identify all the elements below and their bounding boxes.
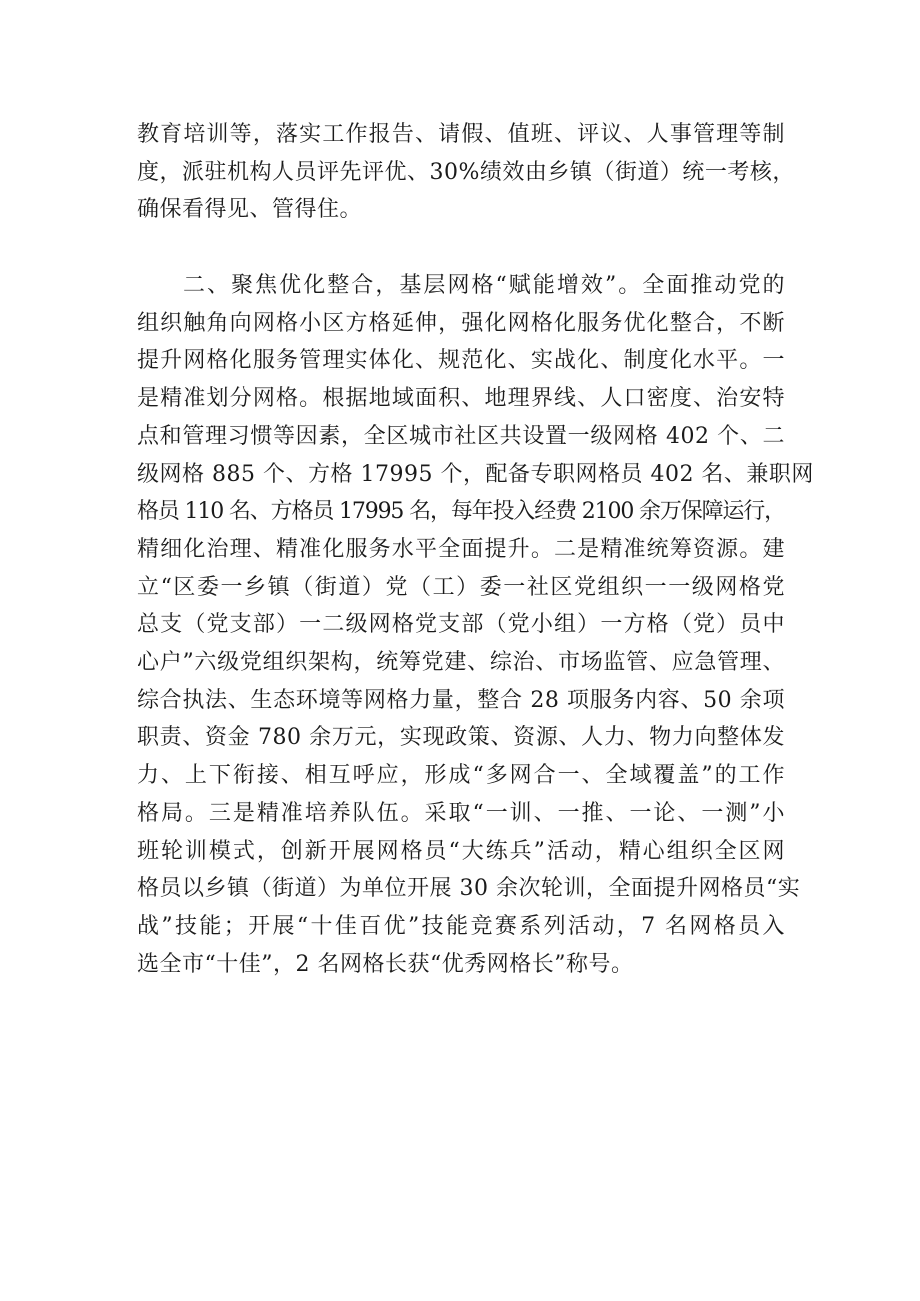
- text-line: 格局。三是精准培养队伍。采取“一训、一推、一论、一测”小: [137, 800, 785, 826]
- text-line: 心户”六级党组织架构，统筹党建、综治、市场监管、应急管理、: [137, 650, 785, 676]
- text-line: 格员以乡镇（街道）为单位开展 30 余次轮训，全面提升网格员“实: [137, 876, 801, 902]
- text-line: 班轮训模式，创新开展网格员“大练兵”活动，精心组织全区网: [137, 838, 785, 864]
- text-line: 确保看得见、管得住。: [137, 197, 363, 223]
- text-line: 提升网格化服务管理实体化、规范化、实战化、制度化水平。一: [137, 348, 785, 374]
- text-line: 教育培训等，落实工作报告、请假、值班、评议、人事管理等制: [137, 122, 785, 147]
- paragraph-1: [137, 116, 795, 229]
- text-line: 组织触角向网格小区方格延伸，强化网格化服务优化整合，不断: [137, 310, 785, 336]
- text-line: 级网格 885 个、方格 17995 个，配备专职网格员 402 名、兼职网: [137, 461, 814, 487]
- paragraph-2: [137, 267, 814, 983]
- section-heading-line: 二、聚焦优化整合，基层网格“赋能增效”。全面推动党的: [183, 273, 785, 298]
- text-line: 战”技能；开展“十佳百优”技能竞赛系列活动，7 名网格员入: [137, 913, 785, 939]
- text-line: 立“区委一乡镇（街道）党（工）委一社区党组织一一级网格党: [137, 574, 785, 600]
- text-line: 点和管理习惯等因素，全区城市社区共设置一级网格 402 个、二: [137, 423, 785, 449]
- text-line: 是精准划分网格。根据地域面积、地理界线、人口密度、治安特: [137, 386, 785, 412]
- text-line: 综合执法、生态环境等网格力量，整合 28 项服务内容、50 余项: [137, 687, 785, 713]
- text-line: 职责、资金 780 余万元，实现政策、资源、人力、物力向整体发: [137, 725, 785, 751]
- text-line: 总支（党支部）一二级网格党支部（党小组）一方格（党）员中: [137, 612, 785, 638]
- text-line: 精细化治理、精准化服务水平全面提升。二是精准统筹资源。建: [137, 536, 785, 562]
- text-line: 选全市“十佳”，2 名网格长获“优秀网格长”称号。: [137, 951, 634, 977]
- text-line: 度，派驻机构人员评先评优、30%绩效由乡镇（街道）统一考核，: [137, 159, 795, 185]
- text-line: 格员 110 名、方格员 17995 名，每年投入经费 2100 余万保障运行，: [137, 499, 785, 525]
- text-line: 力、上下衔接、相互呼应，形成“多网合一、全域覆盖”的工作: [137, 763, 785, 789]
